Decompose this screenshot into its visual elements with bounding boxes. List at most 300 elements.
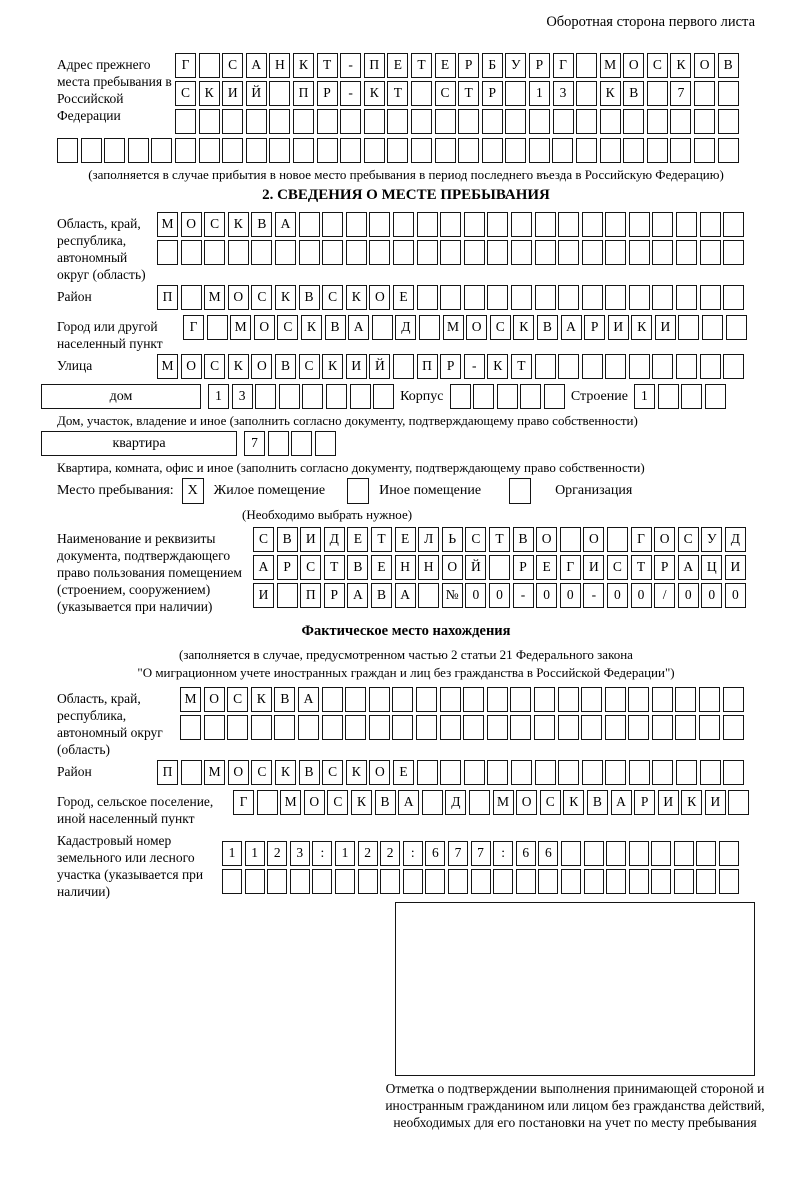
- char-cell: [346, 240, 367, 265]
- char-cell: [199, 53, 220, 78]
- char-cell: [694, 138, 715, 163]
- char-cell: 0: [725, 583, 746, 608]
- char-cell: 0: [701, 583, 722, 608]
- char-cell: [535, 285, 556, 310]
- char-cell: С: [299, 354, 320, 379]
- char-cell: Р: [654, 555, 675, 580]
- prev-address-row-2: [175, 81, 755, 106]
- char-cell: С: [322, 760, 343, 785]
- kadastr-block: [57, 829, 755, 900]
- char-cell: К: [251, 687, 272, 712]
- char-cell: [411, 138, 432, 163]
- char-cell: [676, 240, 697, 265]
- char-cell: А: [298, 687, 319, 712]
- char-cell: [315, 431, 336, 456]
- char-cell: [723, 760, 744, 785]
- oblast-row-1: [157, 212, 755, 237]
- char-cell: -: [583, 583, 604, 608]
- char-cell: 0: [489, 583, 510, 608]
- char-cell: С: [227, 687, 248, 712]
- char-cell: Г: [175, 53, 196, 78]
- char-cell: [582, 354, 603, 379]
- char-cell: [418, 583, 439, 608]
- char-cell: [246, 138, 267, 163]
- char-cell: [628, 687, 649, 712]
- oblast-row-2: [157, 240, 755, 265]
- char-cell: Д: [395, 315, 416, 340]
- char-cell: [605, 715, 626, 740]
- char-cell: [674, 869, 694, 894]
- char-cell: П: [300, 583, 321, 608]
- char-cell: 1: [634, 384, 655, 409]
- kadastr-row-1: [222, 841, 755, 866]
- char-cell: С: [277, 315, 298, 340]
- char-cell: С: [647, 53, 668, 78]
- char-cell: [290, 869, 310, 894]
- char-cell: Й: [246, 81, 267, 106]
- char-cell: [81, 138, 102, 163]
- char-cell: Й: [465, 555, 486, 580]
- char-cell: [726, 315, 747, 340]
- char-cell: [157, 240, 178, 265]
- fact-location-title: Фактическое место нахождения: [301, 623, 511, 639]
- char-cell: О: [623, 53, 644, 78]
- char-cell: [464, 285, 485, 310]
- char-cell: 0: [465, 583, 486, 608]
- char-cell: О: [694, 53, 715, 78]
- char-cell: :: [312, 841, 332, 866]
- stroenie-label: Строение: [570, 388, 628, 404]
- kvartira-note: Квартира, комната, офис и иное (заполнить согласно документу, подтверждающему право собственности): [57, 460, 645, 475]
- char-cell: [605, 212, 626, 237]
- char-cell: А: [395, 583, 416, 608]
- char-cell: [255, 384, 276, 409]
- char-cell: -: [340, 81, 361, 106]
- char-cell: [227, 715, 248, 740]
- kvartira-cells: [244, 431, 336, 456]
- char-cell: [675, 687, 696, 712]
- char-cell: [516, 869, 536, 894]
- char-cell: Е: [435, 53, 456, 78]
- char-cell: [267, 869, 287, 894]
- raion-block: [57, 285, 755, 313]
- char-cell: Е: [387, 53, 408, 78]
- char-cell: Т: [317, 53, 338, 78]
- char-cell: [535, 240, 556, 265]
- char-cell: [369, 240, 390, 265]
- char-cell: [228, 240, 249, 265]
- char-cell: [652, 687, 673, 712]
- fact-oblast-label: Область, край, республика, автономный округ (область): [57, 691, 163, 757]
- char-cell: М: [280, 790, 301, 815]
- fact-raion-block: [57, 760, 755, 788]
- char-cell: [728, 790, 749, 815]
- char-cell: [700, 354, 721, 379]
- char-cell: [670, 138, 691, 163]
- char-cell: [393, 212, 414, 237]
- char-cell: [268, 431, 289, 456]
- char-cell: [277, 583, 298, 608]
- char-cell: [629, 760, 650, 785]
- char-cell: 7: [670, 81, 691, 106]
- char-cell: [393, 354, 414, 379]
- char-cell: В: [375, 790, 396, 815]
- char-cell: Р: [277, 555, 298, 580]
- char-cell: [652, 354, 673, 379]
- char-cell: С: [678, 527, 699, 552]
- char-cell: Р: [634, 790, 655, 815]
- char-cell: [487, 715, 508, 740]
- char-cell: [299, 212, 320, 237]
- char-cell: [298, 715, 319, 740]
- option-label-zhiloe: Жилое помещение: [213, 483, 326, 498]
- char-cell: [246, 109, 267, 134]
- char-cell: К: [513, 315, 534, 340]
- char-cell: [628, 715, 649, 740]
- char-cell: Т: [489, 527, 510, 552]
- char-cell: [718, 109, 739, 134]
- char-cell: /: [654, 583, 675, 608]
- char-cell: -: [513, 583, 534, 608]
- char-cell: [411, 109, 432, 134]
- char-cell: О: [254, 315, 275, 340]
- char-cell: К: [631, 315, 652, 340]
- char-cell: [582, 760, 603, 785]
- char-cell: [581, 715, 602, 740]
- char-cell: [199, 109, 220, 134]
- char-cell: 6: [425, 841, 445, 866]
- prev-address-label: Адрес прежнего места пребывания в Российской Федерации: [57, 57, 172, 123]
- char-cell: О: [251, 354, 272, 379]
- char-cell: [535, 212, 556, 237]
- char-cell: [629, 354, 650, 379]
- fact-oblast-row-2: [180, 715, 755, 740]
- char-cell: [326, 384, 347, 409]
- char-cell: [511, 285, 532, 310]
- char-cell: Р: [324, 583, 345, 608]
- char-cell: О: [181, 354, 202, 379]
- registration-stamp-box: [395, 902, 755, 1076]
- checkbox-organizatsiya: [509, 478, 531, 504]
- char-cell: [558, 212, 579, 237]
- char-cell: Т: [371, 527, 392, 552]
- char-cell: И: [300, 527, 321, 552]
- char-cell: Е: [393, 760, 414, 785]
- char-cell: -: [340, 53, 361, 78]
- char-cell: [605, 240, 626, 265]
- char-cell: Д: [445, 790, 466, 815]
- char-cell: М: [230, 315, 251, 340]
- char-cell: М: [204, 760, 225, 785]
- char-cell: [558, 760, 579, 785]
- char-cell: [699, 687, 720, 712]
- char-cell: Р: [317, 81, 338, 106]
- char-cell: [245, 869, 265, 894]
- char-cell: [464, 760, 485, 785]
- char-cell: [393, 240, 414, 265]
- char-cell: У: [701, 527, 722, 552]
- char-cell: [605, 354, 626, 379]
- char-cell: [529, 109, 550, 134]
- char-cell: С: [251, 760, 272, 785]
- char-cell: [606, 841, 626, 866]
- kadastr-row-2: [222, 869, 755, 894]
- mesto-note: (Необходимо выбрать нужное): [242, 507, 413, 522]
- char-cell: А: [348, 315, 369, 340]
- char-cell: Н: [269, 53, 290, 78]
- char-cell: Н: [395, 555, 416, 580]
- char-cell: [584, 841, 604, 866]
- char-cell: :: [403, 841, 423, 866]
- dom-cells: [208, 384, 394, 409]
- char-cell: К: [275, 285, 296, 310]
- char-cell: [511, 212, 532, 237]
- char-cell: [417, 760, 438, 785]
- char-cell: С: [540, 790, 561, 815]
- char-cell: [705, 384, 726, 409]
- char-cell: [340, 138, 361, 163]
- char-cell: Г: [233, 790, 254, 815]
- char-cell: [487, 760, 508, 785]
- char-cell: [487, 212, 508, 237]
- fact-gorod-block: [57, 790, 755, 827]
- char-cell: В: [299, 285, 320, 310]
- char-cell: [623, 109, 644, 134]
- char-cell: [417, 285, 438, 310]
- char-cell: [464, 240, 485, 265]
- char-cell: Р: [458, 53, 479, 78]
- char-cell: О: [516, 790, 537, 815]
- char-cell: [345, 687, 366, 712]
- char-cell: [487, 240, 508, 265]
- char-cell: [576, 138, 597, 163]
- char-cell: [582, 285, 603, 310]
- char-cell: С: [490, 315, 511, 340]
- char-cell: П: [157, 285, 178, 310]
- ulitsa-block: [57, 354, 755, 382]
- char-cell: [317, 138, 338, 163]
- char-cell: [520, 384, 541, 409]
- char-cell: [181, 240, 202, 265]
- char-cell: [346, 212, 367, 237]
- char-cell: [674, 841, 694, 866]
- char-cell: С: [175, 81, 196, 106]
- raion-row: [157, 285, 755, 310]
- char-cell: [723, 285, 744, 310]
- char-cell: [534, 715, 555, 740]
- char-cell: В: [537, 315, 558, 340]
- section2-title: 2. СВЕДЕНИЯ О МЕСТЕ ПРЕБЫВАНИЯ: [262, 187, 550, 203]
- char-cell: [629, 212, 650, 237]
- char-cell: [373, 384, 394, 409]
- dom-note: Дом, участок, владение и иное (заполнить согласно документу, подтверждающему право собственности): [57, 413, 638, 428]
- char-cell: [317, 109, 338, 134]
- char-cell: С: [300, 555, 321, 580]
- char-cell: 6: [538, 841, 558, 866]
- char-cell: -: [464, 354, 485, 379]
- mesto-prebyvaniya-row: [57, 478, 755, 504]
- char-cell: С: [435, 81, 456, 106]
- prev-address-block: [57, 53, 755, 137]
- char-cell: [487, 285, 508, 310]
- char-cell: [558, 715, 579, 740]
- doc-row-3: [253, 583, 755, 608]
- char-cell: Н: [418, 555, 439, 580]
- raion-label: Район: [57, 289, 92, 304]
- fact-gorod-row: [233, 790, 755, 815]
- char-cell: [675, 715, 696, 740]
- char-cell: [510, 687, 531, 712]
- char-cell: [511, 240, 532, 265]
- char-cell: А: [253, 555, 274, 580]
- char-cell: 2: [267, 841, 287, 866]
- char-cell: Т: [631, 555, 652, 580]
- char-cell: [275, 240, 296, 265]
- char-cell: [535, 760, 556, 785]
- char-cell: [274, 715, 295, 740]
- char-cell: [440, 687, 461, 712]
- char-cell: 3: [290, 841, 310, 866]
- char-cell: [605, 285, 626, 310]
- char-cell: Г: [631, 527, 652, 552]
- char-cell: С: [222, 53, 243, 78]
- char-cell: [652, 715, 673, 740]
- prev-address-row-1: [175, 53, 755, 78]
- char-cell: И: [725, 555, 746, 580]
- char-cell: П: [157, 760, 178, 785]
- char-cell: [607, 527, 628, 552]
- char-cell: [387, 138, 408, 163]
- ulitsa-label: Улица: [57, 358, 93, 373]
- char-cell: [222, 109, 243, 134]
- char-cell: [369, 687, 390, 712]
- char-cell: Е: [371, 555, 392, 580]
- char-cell: [558, 354, 579, 379]
- char-cell: В: [277, 527, 298, 552]
- char-cell: 0: [560, 583, 581, 608]
- char-cell: 6: [516, 841, 536, 866]
- stamp-box-caption: Отметка о подтверждении выполнения принимающей стороной и иностранным гражданином или лицом без гражданства действий, необходимых для его постановки на учет по месту пребывания: [385, 1081, 765, 1130]
- char-cell: [411, 81, 432, 106]
- char-cell: К: [228, 212, 249, 237]
- char-cell: 1: [208, 384, 229, 409]
- char-cell: [505, 138, 526, 163]
- char-cell: В: [623, 81, 644, 106]
- char-cell: П: [364, 53, 385, 78]
- char-cell: [652, 760, 673, 785]
- char-cell: И: [583, 555, 604, 580]
- char-cell: [678, 315, 699, 340]
- char-cell: 0: [678, 583, 699, 608]
- char-cell: О: [228, 285, 249, 310]
- char-cell: [651, 841, 671, 866]
- fact-location-note-1: (заполняется в случае, предусмотренном частью 2 статьи 21 Федерального закона: [179, 647, 633, 662]
- char-cell: [251, 240, 272, 265]
- char-cell: [576, 81, 597, 106]
- char-cell: [493, 869, 513, 894]
- char-cell: [629, 240, 650, 265]
- char-cell: [440, 212, 461, 237]
- char-cell: К: [364, 81, 385, 106]
- char-cell: [723, 354, 744, 379]
- char-cell: [558, 285, 579, 310]
- doc-row-1: [253, 527, 755, 552]
- char-cell: В: [513, 527, 534, 552]
- char-cell: Е: [347, 527, 368, 552]
- char-cell: 3: [232, 384, 253, 409]
- char-cell: [340, 109, 361, 134]
- char-cell: [440, 715, 461, 740]
- char-cell: М: [157, 212, 178, 237]
- char-cell: [629, 841, 649, 866]
- char-cell: С: [251, 285, 272, 310]
- kadastr-label: Кадастровый номер земельного или лесного участка (указывается при наличии): [57, 833, 204, 899]
- char-cell: И: [705, 790, 726, 815]
- gorod-label: Город или другой населенный пункт: [57, 319, 163, 351]
- char-cell: М: [204, 285, 225, 310]
- char-cell: [128, 138, 149, 163]
- char-cell: [700, 760, 721, 785]
- char-cell: [251, 715, 272, 740]
- char-cell: [582, 240, 603, 265]
- char-cell: С: [465, 527, 486, 552]
- char-cell: [576, 109, 597, 134]
- char-cell: [322, 687, 343, 712]
- char-cell: [529, 138, 550, 163]
- char-cell: [558, 240, 579, 265]
- char-cell: О: [228, 760, 249, 785]
- dom-box: дом: [41, 384, 201, 409]
- char-cell: Г: [183, 315, 204, 340]
- char-cell: [422, 790, 443, 815]
- char-cell: [322, 240, 343, 265]
- char-cell: [175, 109, 196, 134]
- char-cell: [358, 869, 378, 894]
- char-cell: С: [204, 212, 225, 237]
- char-cell: [464, 212, 485, 237]
- char-cell: [652, 212, 673, 237]
- char-cell: [723, 687, 744, 712]
- char-cell: П: [417, 354, 438, 379]
- char-cell: [718, 81, 739, 106]
- fact-gorod-label: Город, сельское поселение, иной населенный пункт: [57, 794, 214, 826]
- char-cell: [473, 384, 494, 409]
- char-cell: [440, 760, 461, 785]
- char-cell: С: [607, 555, 628, 580]
- char-cell: [696, 841, 716, 866]
- doc-block: [57, 527, 755, 615]
- char-cell: [723, 212, 744, 237]
- char-cell: [605, 760, 626, 785]
- char-cell: [440, 285, 461, 310]
- char-cell: А: [347, 583, 368, 608]
- char-cell: [553, 109, 574, 134]
- char-cell: И: [253, 583, 274, 608]
- char-cell: [700, 285, 721, 310]
- char-cell: [417, 240, 438, 265]
- char-cell: В: [251, 212, 272, 237]
- char-cell: [487, 687, 508, 712]
- char-cell: 1: [529, 81, 550, 106]
- char-cell: К: [293, 53, 314, 78]
- char-cell: :: [493, 841, 513, 866]
- gorod-row: [183, 315, 755, 340]
- char-cell: Т: [411, 53, 432, 78]
- char-cell: [419, 315, 440, 340]
- option-label-organizatsiya: Организация: [555, 483, 633, 498]
- dom-row: [57, 384, 755, 409]
- char-cell: К: [275, 760, 296, 785]
